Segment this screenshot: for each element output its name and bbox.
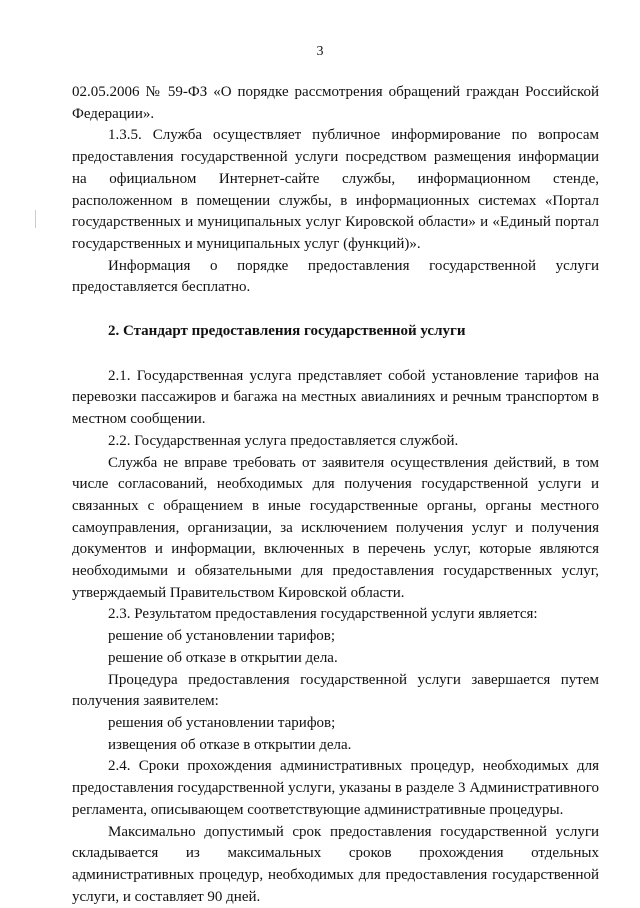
paragraph-max-term: Максимально допустимый срок предоставления государственной услуги складывается из максимальных сроков прохождения отдельных административных процедур, необходимых для предоставления государственной услуги, и составляет 90 дней. — [72, 822, 599, 908]
paragraph-2-4: 2.4. Сроки прохождения административных процедур, необходимых для предоставления государственной услуги, указаны в разделе 3 Административного регламента, описывающем соответствующие административные процедуры. — [72, 756, 599, 821]
list-item-tariff-decisions: решения об установлении тарифов; — [72, 713, 599, 735]
list-item-refusal-decision: решение об отказе в открытии дела. — [72, 648, 599, 670]
paragraph-law-reference: 02.05.2006 № 59-ФЗ «О порядке рассмотрения обращений граждан Российской Федерации». — [72, 82, 599, 125]
list-item-refusal-notice: извещения об отказе в открытии дела. — [72, 735, 599, 757]
margin-mark — [35, 210, 36, 228]
paragraph-2-2: 2.2. Государственная услуга предоставляется службой. — [72, 431, 599, 453]
paragraph-1-3-5: 1.3.5. Служба осуществляет публичное информирование по вопросам предоставления государственной услуги посредством размещения информации на официальном Интернет-сайте службы, информационном стенде, расположенном в помещении службы, в информационных системах «Портал государственных и муниципальных услуг Кировской области» и «Единый портал государственных и муниципальных услуг (функций)». — [72, 125, 599, 255]
paragraph-service-restrictions: Служба не вправе требовать от заявителя осуществления действий, в том числе согласований, необходимых для получения государственной услуги и связанных с обращением в иные государственные органы, органы местного самоуправления, организации, за исключением получения услуг и получения документов и информации, включенных в перечень услуг, которые являются необходимыми и обязательными для предоставления государственных услуг, утверждаемый Правительством Кировской области. — [72, 453, 599, 605]
page-number: 3 — [0, 44, 640, 60]
paragraph-2-1: 2.1. Государственная услуга представляет собой установление тарифов на перевозки пассажиров и багажа на местных авиалиниях и речным транспортом в местном сообщении. — [72, 366, 599, 431]
document-body — [72, 82, 599, 908]
section-heading: 2. Стандарт предоставления государственной услуги — [72, 321, 599, 343]
paragraph-procedure-completion: Процедура предоставления государственной услуги завершается путем получения заявителем: — [72, 670, 599, 713]
paragraph-2-3: 2.3. Результатом предоставления государственной услуги является: — [72, 604, 599, 626]
paragraph-free-information: Информация о порядке предоставления государственной услуги предоставляется бесплатно. — [72, 256, 599, 299]
list-item-tariff-decision: решение об установлении тарифов; — [72, 626, 599, 648]
